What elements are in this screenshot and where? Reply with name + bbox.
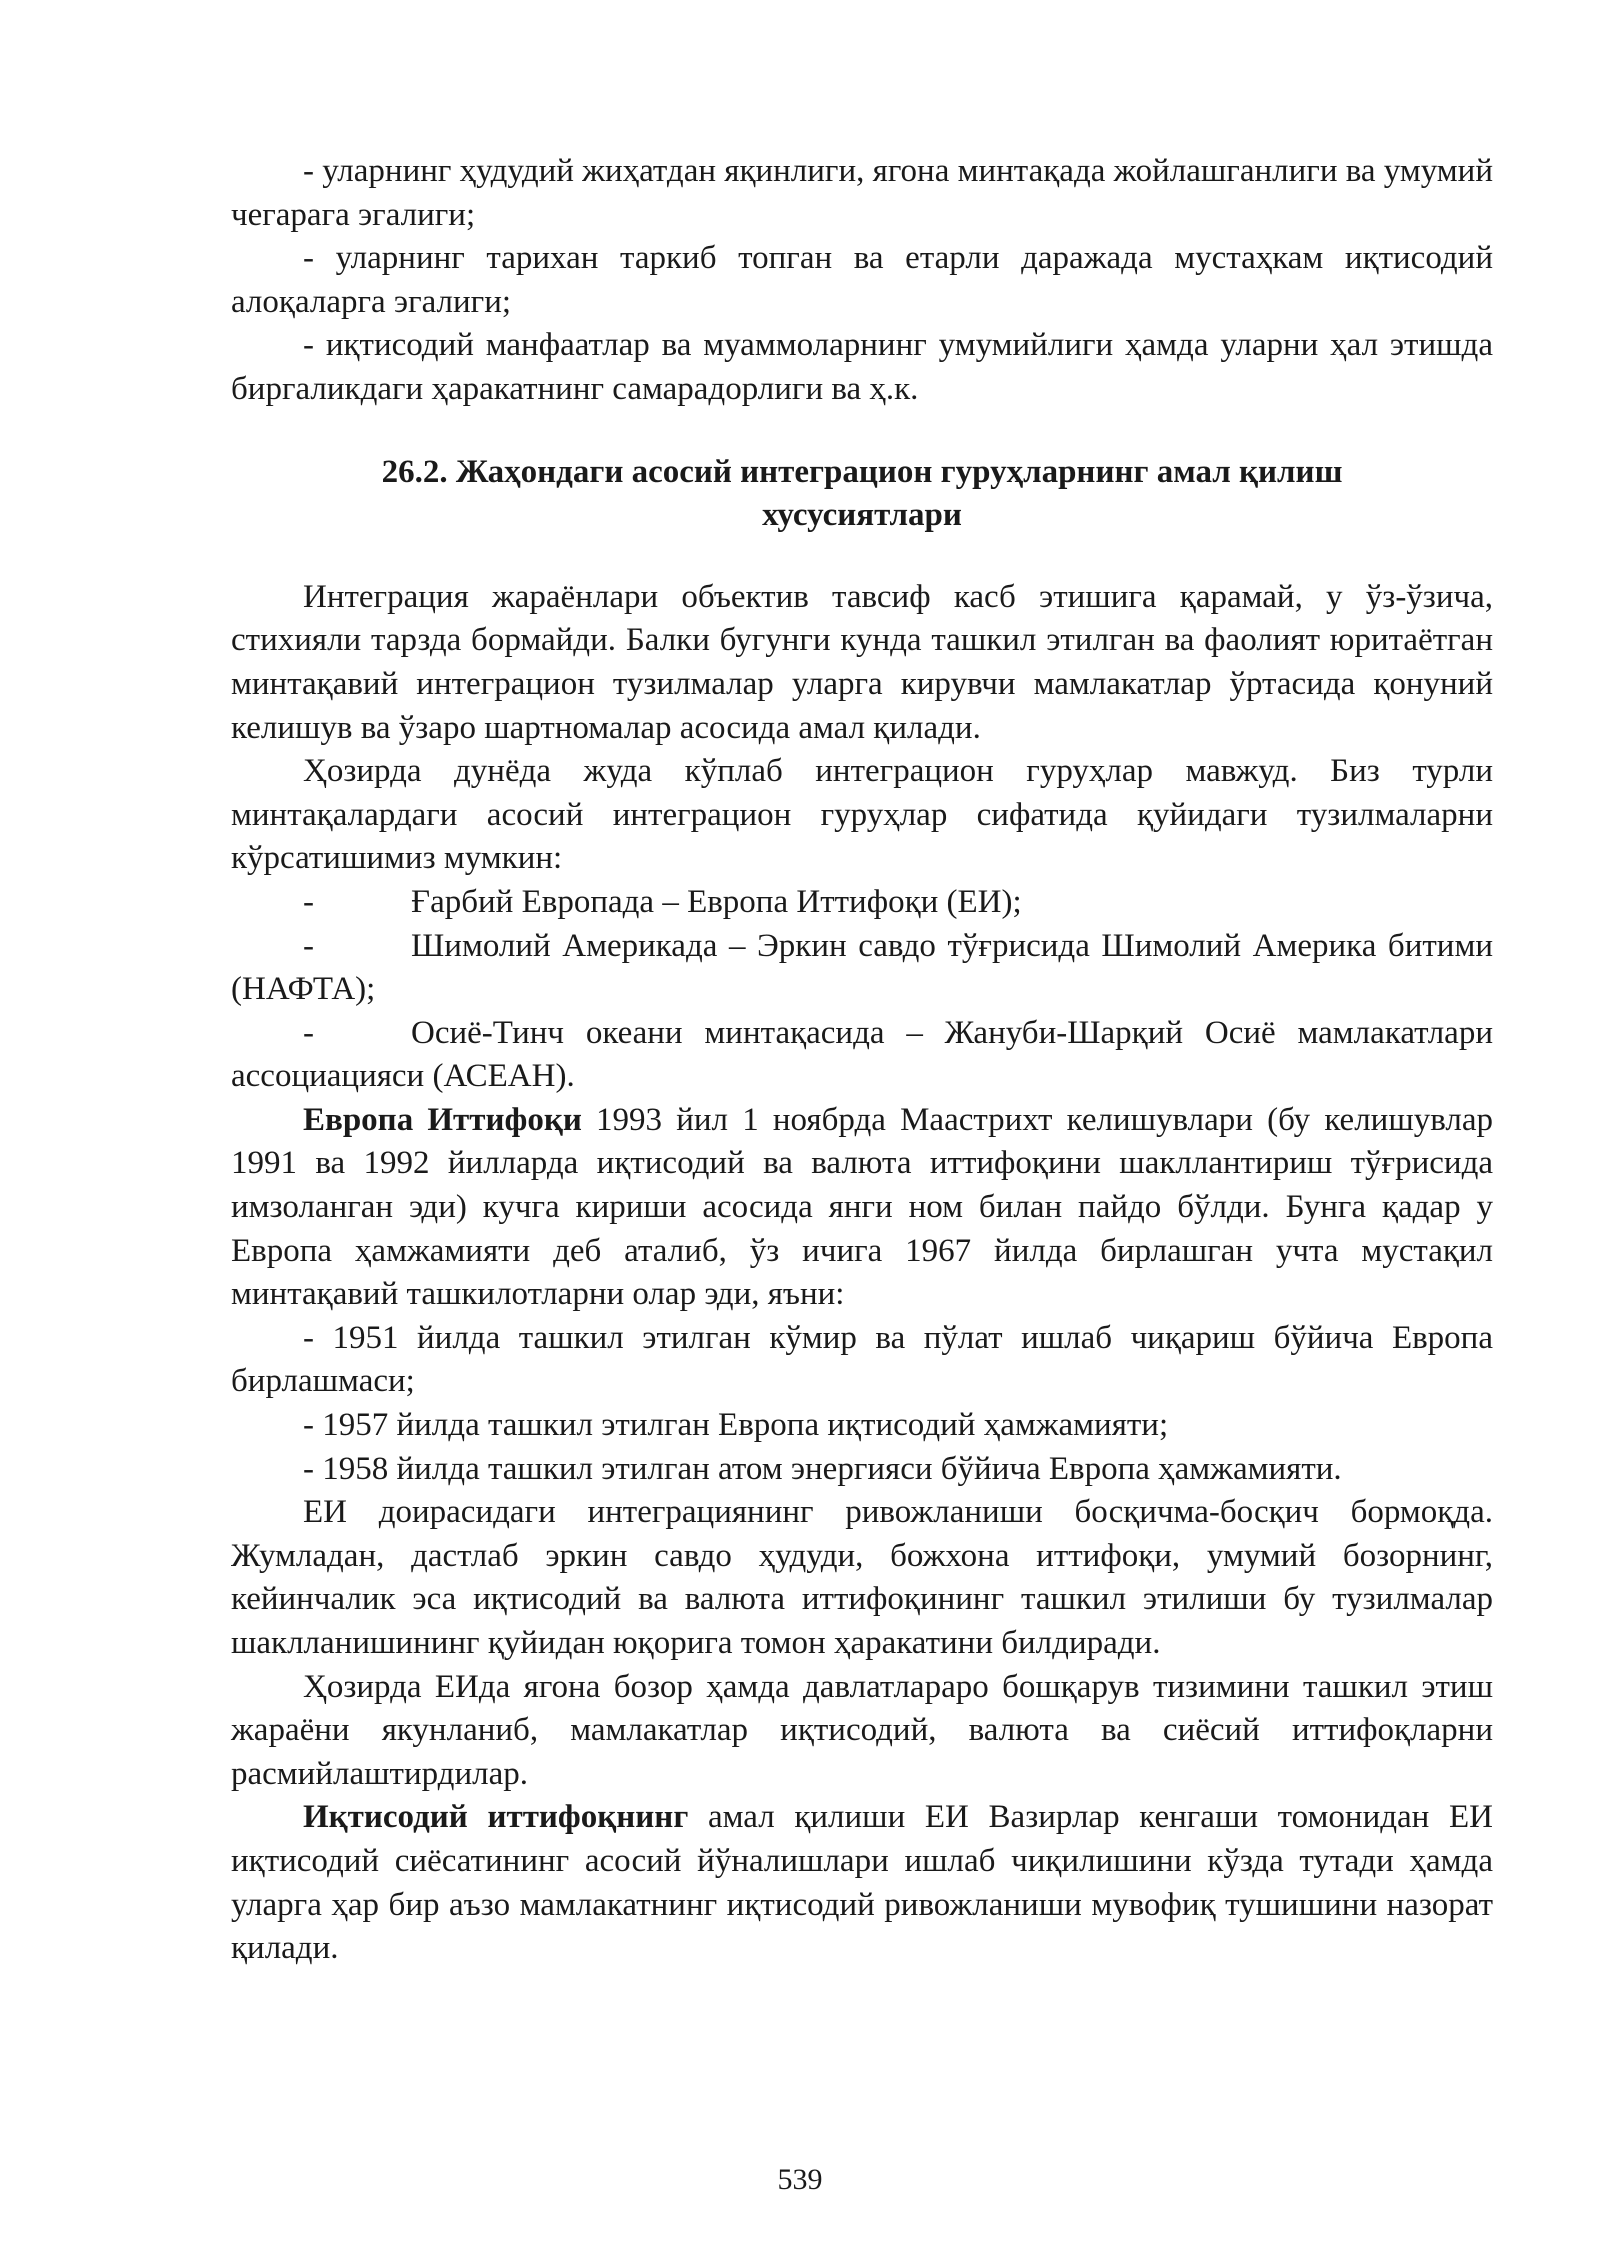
group-dash: - [303, 883, 314, 920]
group-dash: - [303, 927, 314, 964]
paragraph-groups-intro: Ҳозирда дунёда жуда кўплаб интеграцион гуруҳлар мавжуд. Биз турли минтақалардаги асосий интеграцион гуруҳлар сифатида қуйидаги тузилмаларни кўрсатишимиз мумкин: [231, 753, 1493, 877]
paragraph-single-market: Ҳозирда ЕИда ягона бозор ҳамда давлатлараро бошқарув тизимини ташкил этиш жараёни якунланиб, мамлакатлар иқтисодий, валюта ва сиёсий иттифоқларни расмийлаштирдилар. [231, 1668, 1493, 1792]
paragraph-integration: Интеграция жараёнлари объектив тавсиф касб этишига қарамай, у ўз-ўзича, стихияли тарзда бормайди. Балки бугунги кунда ташкил этилган ва фаолият юритаётган минтақавий интеграцион тузилмалар уларга кирувчи мамлакатлар ўртасида қонуний келишув ва ўзаро шартномалар асосида амал қилади. [231, 578, 1493, 746]
group-dash: - [303, 1014, 314, 1051]
group-text: Шимолий Америкада – Эркин савдо тўғрисида Шимолий Америка битими (НАФТА); [231, 927, 1493, 1008]
term-economic-union: Иқтисодий иттифоқнинг [303, 1799, 689, 1836]
eu-item-3: - 1958 йилда ташкил этилган атом энергияси бўйича Европа ҳамжамияти. [303, 1450, 1342, 1487]
group-item-3 [231, 1012, 1493, 1099]
eu-item-2: - 1957 йилда ташкил этилган Европа иқтисодий ҳамжамияти; [303, 1407, 1169, 1444]
document-page [231, 150, 1493, 1971]
eu-paragraph-text: 1993 йил 1 ноябрда Маастрихт келишувлари (бу келишувлар 1991 ва 1992 йилларда иқтисодий ва валюта иттифоқини шакллантириш тўғрисида имзоланган эди) кучга кириши асосида янги ном билан пайдо бўлди. Бунга қадар у Европа ҳамжамияти деб аталиб, ўз ичига 1967 йилда бирлашган учта мустақил минтақавий ташкилотларни олар эди, яъни: [231, 1101, 1494, 1313]
paragraph-eu-development: ЕИ доирасидаги интеграциянинг ривожланиши босқичма-босқич бормоқда. Жумладан, дастлаб эркин савдо ҳудуди, божхона иттифоқи, умумий бозорнинг, кейинчалик эса иқтисодий ва валюта иттифоқининг ташкил этилиши бу тузилмалар шаклланишининг қуйидан юқорига томон ҳаракатини билдиради. [231, 1494, 1493, 1661]
intro-item-1: - уларнинг ҳудудий жиҳатдан яқинлиги, ягона минтақада жойлашганлиги ва умумий чегарага эгалиги; [231, 153, 1493, 233]
group-item-2 [231, 925, 1493, 1012]
group-text: Ғарбий Европада – Европа Иттифоқи (ЕИ); [411, 883, 1022, 920]
eu-item-1: - 1951 йилда ташкил этилган кўмир ва пўлат ишлаб чиқариш бўйича Европа бирлашмаси; [231, 1319, 1493, 1400]
group-item-1 [231, 881, 1493, 925]
econ-paragraph-text: амал қилиши ЕИ Вазирлар кенгаши томонидан ЕИ иқтисодий сиёсатининг асосий йўналишлари ишлаб чиқилишини кўзда тутади ҳамда уларга ҳар бир аъзо мамлакатнинг иқтисодий ривожланиши мувофиқ тушишини назорат қилади. [231, 1799, 1493, 1967]
group-text: Осиё-Тинч океани минтақасида – Жануби-Шарқий Осиё мамлакатлари ассоциацияси (АСЕАН). [231, 1014, 1493, 1095]
section-heading: 26.2. Жаҳондаги асосий интеграцион гуруҳларнинг амал қилиш хусусиятлари [381, 453, 1343, 534]
paragraph-european-union [231, 1099, 1493, 1317]
term-european-union: Европа Иттифоқи [303, 1101, 582, 1138]
intro-item-2: - уларнинг тарихан таркиб топган ва етарли даражада мустаҳкам иқтисодий алоқаларга эгалиги; [231, 240, 1493, 320]
page-number: 539 [777, 2163, 823, 2196]
intro-item-3: - иқтисодий манфаатлар ва муаммоларнинг умумийлиги ҳамда уларни ҳал этишда биргаликдаги ҳаракатнинг самарадорлиги ва ҳ.к. [231, 327, 1493, 407]
paragraph-economic-union [231, 1796, 1493, 1970]
